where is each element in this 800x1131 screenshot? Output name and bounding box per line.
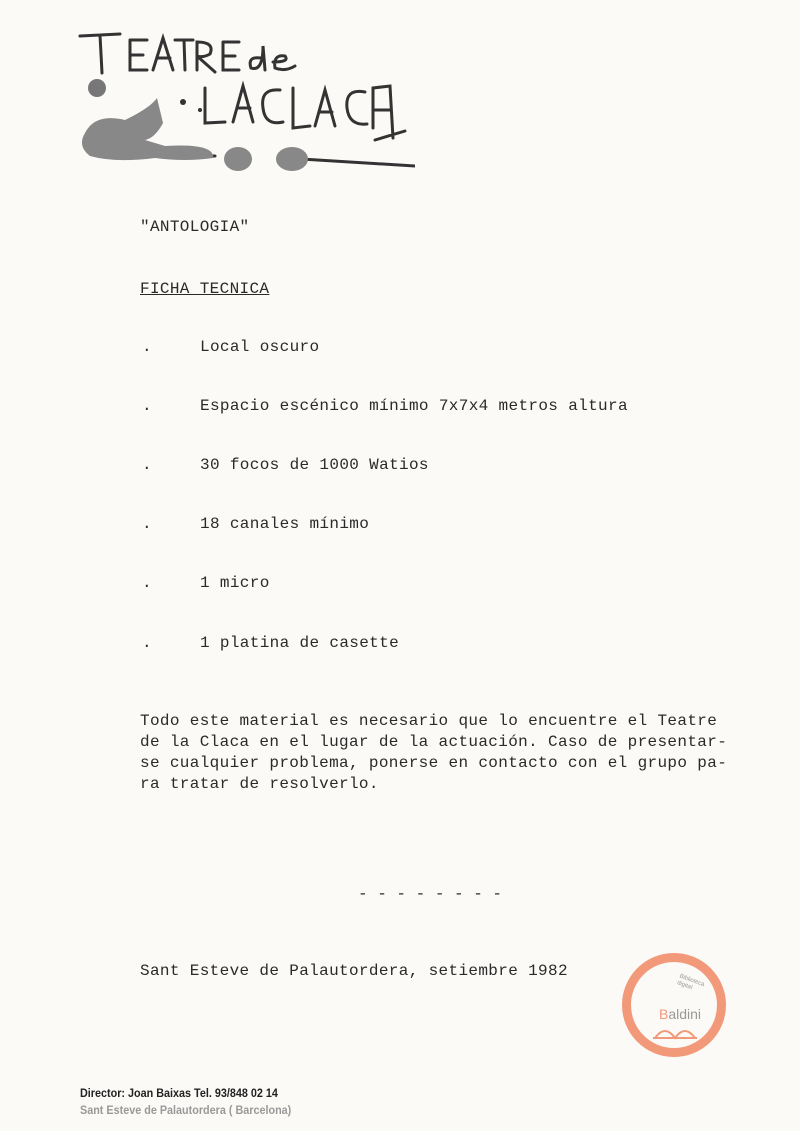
paragraph-line: Todo este material es necesario que lo encuentre el Teatre (140, 712, 718, 730)
date-line: Sant Esteve de Palautordera, setiembre 1982 (140, 962, 568, 980)
book-icon (653, 1024, 699, 1040)
footer-address: Sant Esteve de Palautordera ( Barcelona) (80, 1103, 292, 1117)
stamp-name (659, 1006, 701, 1022)
bullet: . (142, 397, 152, 415)
document-title: "ANTOLOGIA" (140, 218, 250, 236)
list-item: 1 micro (200, 574, 270, 592)
bullet: . (142, 574, 152, 592)
paragraph-line: se cualquier problema, ponerse en contacto con el grupo pa- (140, 754, 728, 772)
bullet: . (142, 515, 152, 533)
bullet: . (142, 338, 152, 356)
body-paragraph (140, 711, 727, 795)
footer-director: Director: Joan Baixas Tel. 93/848 02 14 (80, 1086, 278, 1100)
paragraph-line: de la Claca en el lugar de la actuación. Caso de presentar- (140, 733, 728, 751)
list-item: Local oscuro (200, 338, 320, 356)
list-item: 30 focos de 1000 Watios (200, 456, 429, 474)
stamp-name-rest: aldini (668, 1006, 702, 1022)
separator: - - - - - - - - (358, 885, 503, 903)
list-item: Espacio escénico mínimo 7x7x4 metros altura (200, 397, 628, 415)
section-heading: FICHA TECNICA (140, 280, 270, 298)
stamp-top-text: Biblioteca digital (676, 973, 706, 992)
paragraph-line: ra tratar de resolverlo. (140, 775, 379, 793)
bullet: . (142, 634, 152, 652)
stamp-name-initial: B (659, 1006, 669, 1022)
baldini-library-stamp (622, 953, 726, 1057)
list-item: 18 canales mínimo (200, 515, 370, 533)
list-item: 1 platina de casette (200, 634, 400, 652)
bullet: . (142, 456, 152, 474)
teatre-de-la-claca-logo (75, 28, 415, 178)
